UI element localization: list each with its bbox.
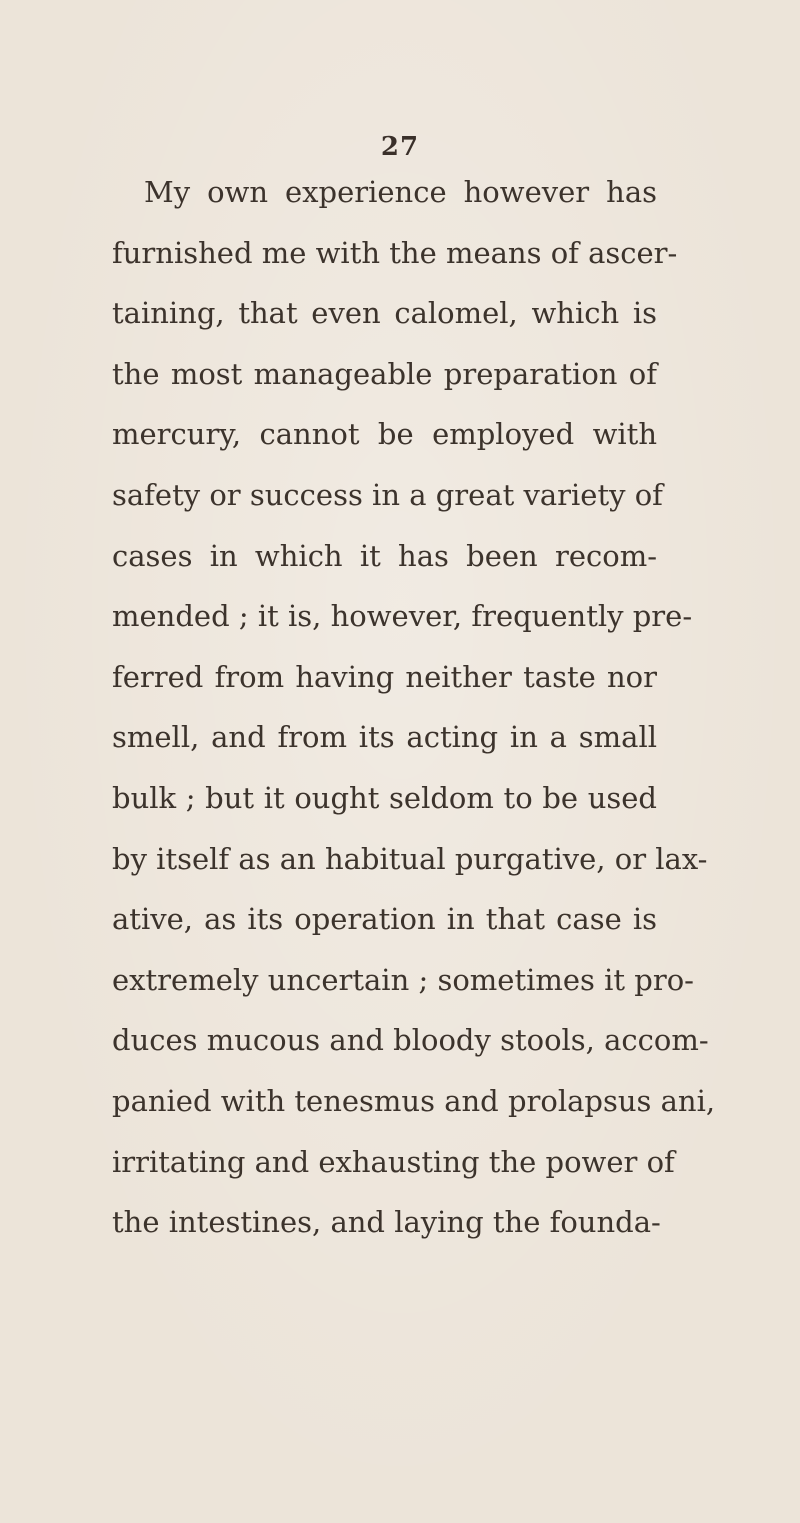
text-line: ative, as its operation in that case is <box>112 902 657 937</box>
text-line: taining, that even calomel, which is <box>112 296 657 331</box>
body-paragraph <box>112 162 716 1253</box>
text-line: ferred from having neither taste nor <box>112 659 657 694</box>
text-line: the intestines, and laying the founda- <box>112 1205 661 1240</box>
text-line: duces mucous and bloody stools, accom- <box>112 1023 709 1058</box>
text-line: safety or success in a great variety of <box>112 477 663 512</box>
text-line: the most manageable preparation of <box>112 356 657 391</box>
text-line: bulk ; but it ought seldom to be used <box>112 780 657 815</box>
text-line: extremely uncertain ; sometimes it pro- <box>112 962 694 997</box>
text-line: mended ; it is, however, frequently pre- <box>112 599 693 634</box>
text-line: furnished me with the means of ascer- <box>112 235 678 270</box>
text-line: irritating and exhausting the power of <box>112 1144 675 1179</box>
text-line: panied with tenesmus and prolapsus ani, <box>112 1083 716 1118</box>
page-number: 27 <box>380 132 420 162</box>
text-line: My own experience however has <box>144 175 657 209</box>
text-line: mercury, cannot be employed with <box>112 417 657 452</box>
text-line: smell, and from its acting in a small <box>112 720 657 755</box>
text-line: by itself as an habitual purgative, or lax- <box>112 841 708 876</box>
text-line: cases in which it has been recom- <box>112 538 657 573</box>
